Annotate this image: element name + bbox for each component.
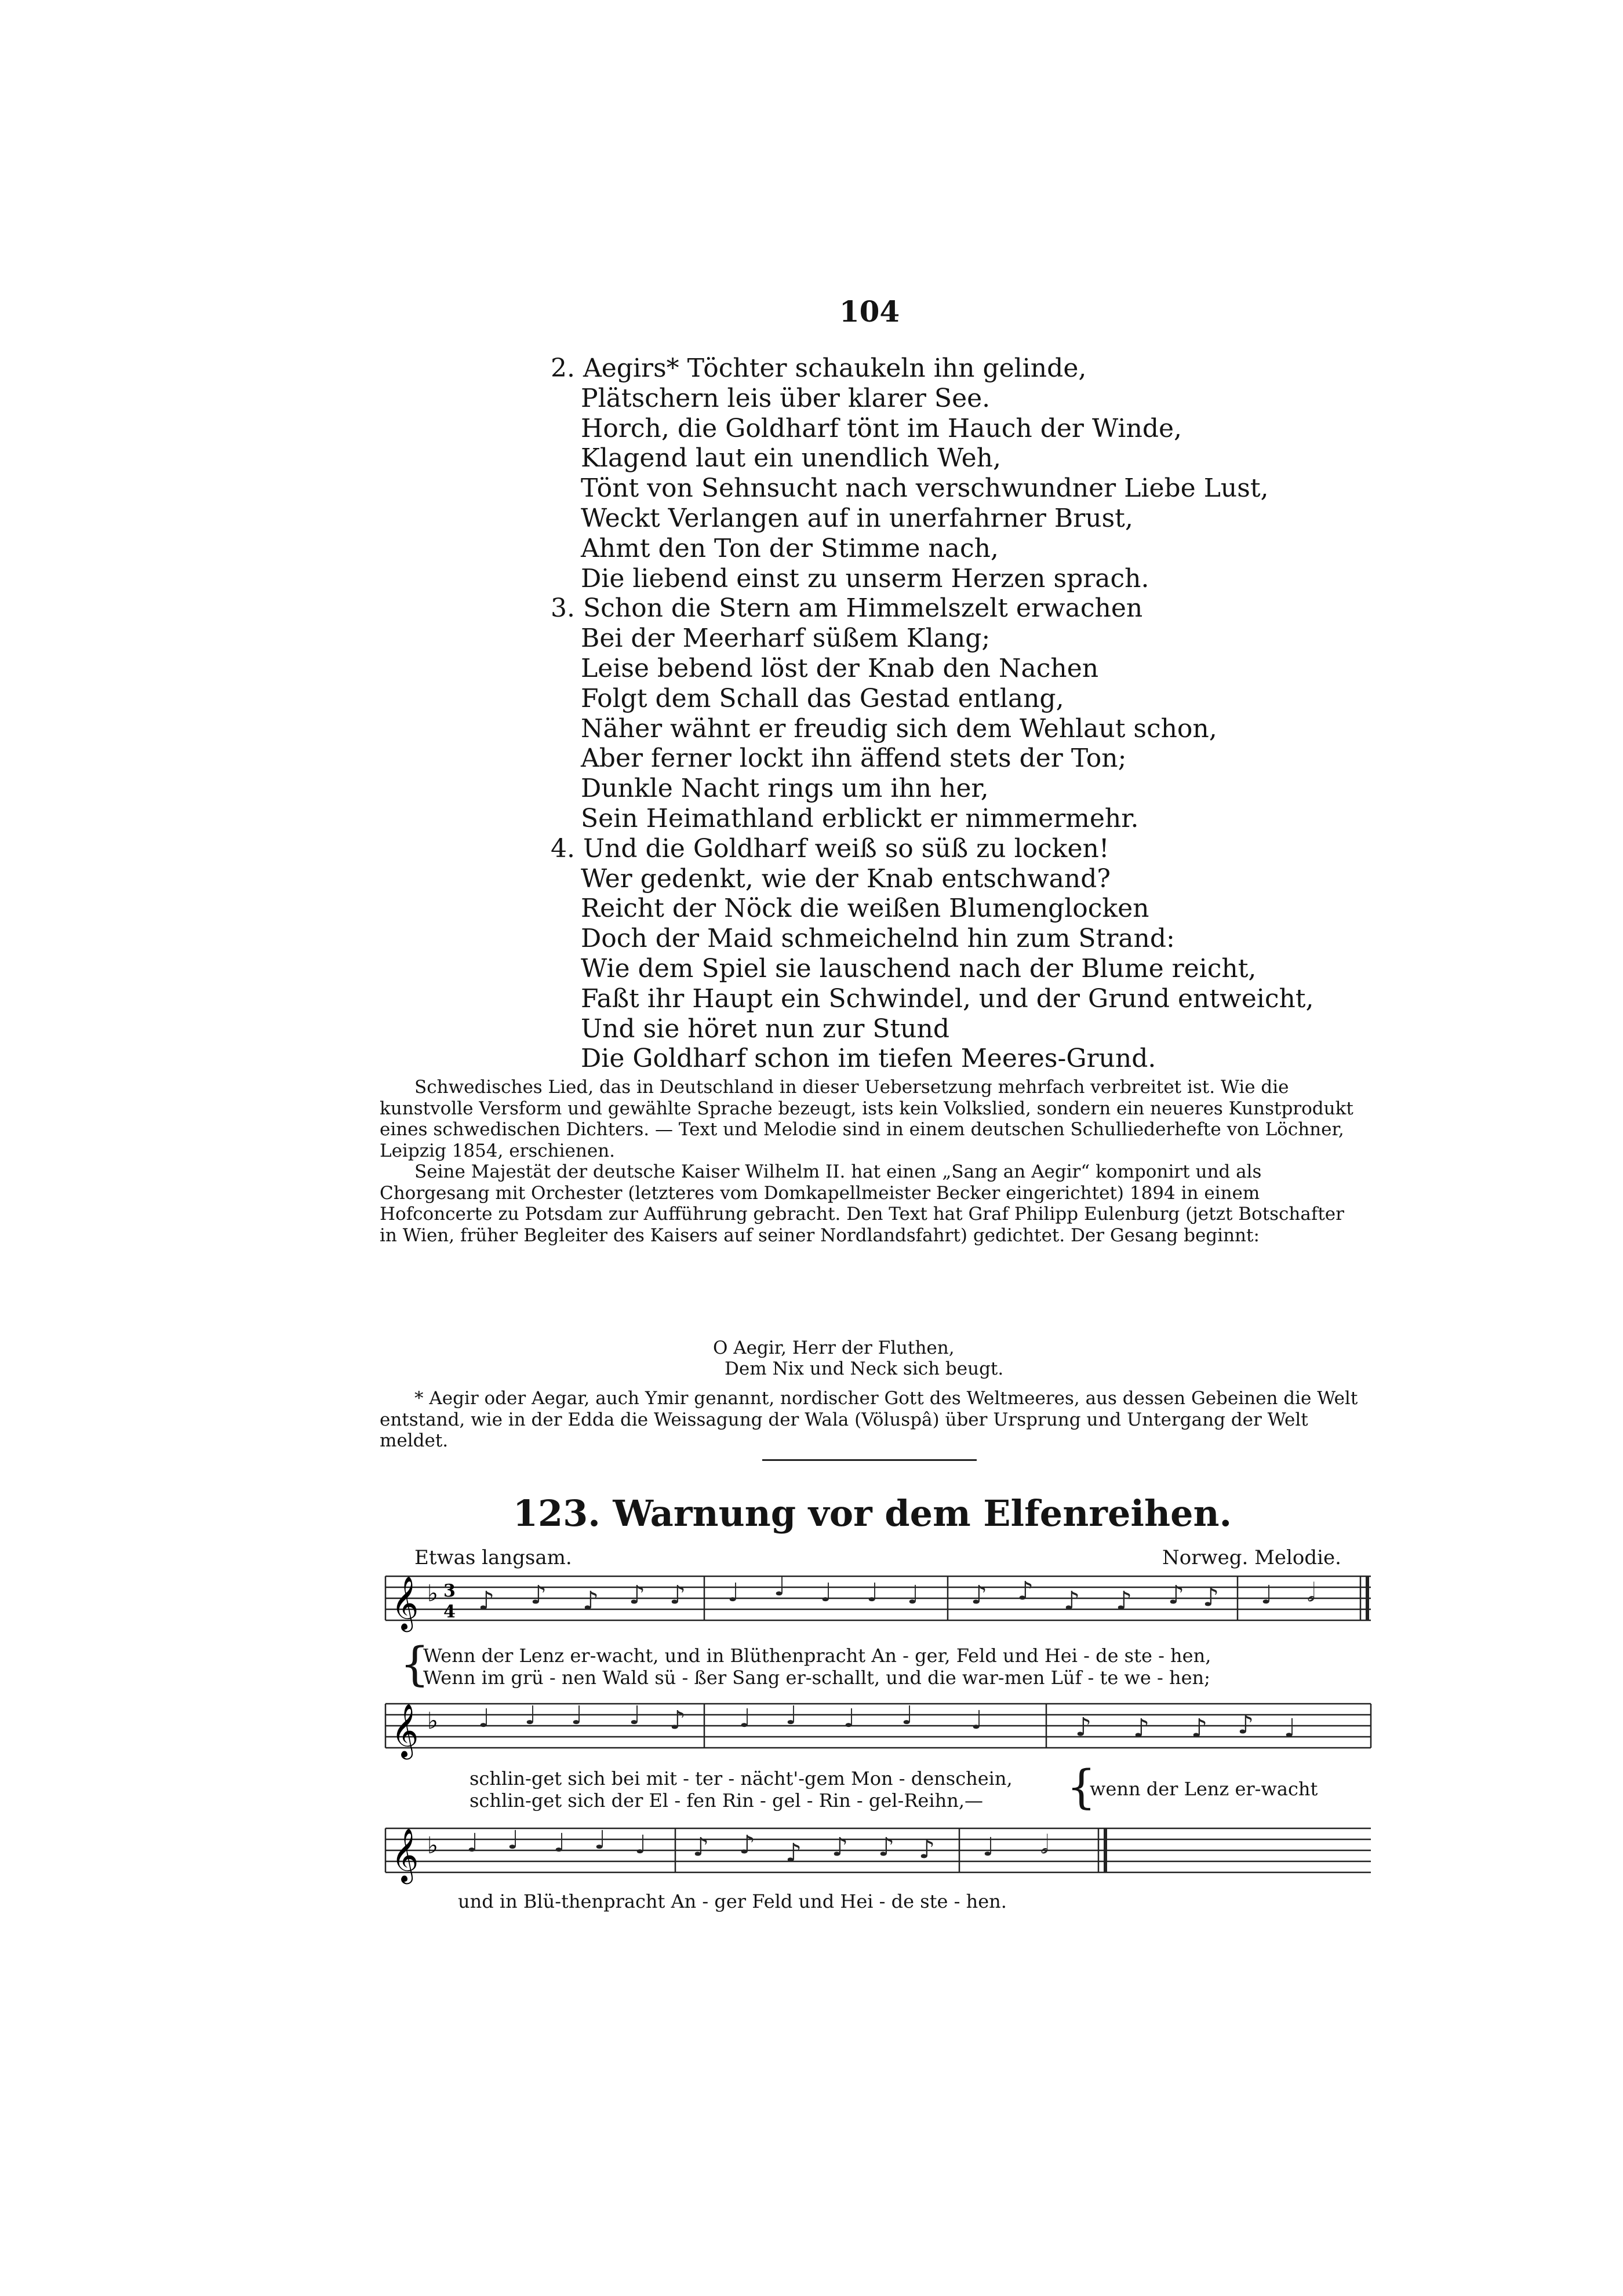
verse-line: Folgt dem Schall das Gestad entlang, [581, 683, 1064, 713]
verse-3 [551, 593, 1275, 833]
lyrics-line: Wenn der Lenz er-wacht, und in Blüthenpracht An - ger, Feld und Hei - de ste - hen, [423, 1645, 1211, 1667]
verse-line: Aber ferner lockt ihn äffend stets der Ton; [581, 744, 1127, 774]
svg-text:♪: ♪ [785, 1838, 802, 1868]
svg-text:𝅗𝅥: 𝅗𝅥 [1307, 1578, 1315, 1608]
svg-text:♩: ♩ [467, 1828, 479, 1858]
svg-text:♩: ♩ [727, 1578, 740, 1608]
lyrics-line: Wenn im grü - nen Wald sü - ßer Sang er-schallt, und die war-men Lüf - te we - hen; [423, 1667, 1210, 1689]
svg-text:♪: ♪ [919, 1835, 936, 1864]
svg-text:𝄞: 𝄞 [391, 1576, 419, 1630]
lyric-brace: { [1067, 1760, 1096, 1814]
svg-text:♭: ♭ [427, 1832, 438, 1859]
svg-text:♪: ♪ [1116, 1586, 1133, 1616]
svg-text:♪: ♪ [1238, 1710, 1254, 1740]
svg-text:♪: ♪ [583, 1586, 599, 1616]
svg-text:𝄞: 𝄞 [391, 1828, 419, 1882]
verse-line: Faßt ihr Haupt ein Schwindel, und der Grund entweicht, [581, 983, 1314, 1014]
melody-source: Norweg. Melodie. [1162, 1546, 1341, 1569]
svg-text:♪: ♪ [1133, 1714, 1150, 1743]
music-staff-3 [380, 1820, 1377, 1895]
svg-text:♪: ♪ [530, 1580, 547, 1610]
song-title: 123. Warnung vor dem Elfenreihen. [512, 1492, 1232, 1535]
svg-text:♭: ♭ [427, 1708, 438, 1734]
svg-text:♩: ♩ [739, 1704, 751, 1733]
svg-text:𝄞: 𝄞 [391, 1703, 419, 1757]
verse-line: Horch, die Goldharf tönt im Hauch der Winde, [581, 413, 1182, 443]
svg-text:♪: ♪ [478, 1586, 495, 1616]
verse-line: Sein Heimathland erblickt er nimmermehr. [581, 803, 1139, 833]
svg-text:♩: ♩ [820, 1578, 832, 1608]
verse-number: 3. [551, 593, 575, 624]
svg-text:♩: ♩ [843, 1704, 856, 1733]
svg-text:♩: ♩ [785, 1701, 798, 1730]
verse-line: Die Goldharf schon im tiefen Meeres-Grund. [581, 1044, 1156, 1074]
lyrics-line: schlin-get sich bei mit - ter - nächt'-gem Mon - denschein, [470, 1767, 1013, 1790]
verse-number: 2. [551, 353, 575, 383]
poem-verses [551, 353, 1314, 1074]
lyric-brace: { [400, 1637, 430, 1691]
svg-text:♩: ♩ [1284, 1714, 1296, 1743]
verse-line: Klagend laut ein unendlich Weh, [581, 443, 1001, 473]
verse-2 [551, 353, 1275, 593]
verse-line: Näher wähnt er freudig sich dem Wehlaut schon, [581, 713, 1217, 744]
commentary [380, 1077, 1365, 1246]
svg-text:♩: ♩ [907, 1580, 919, 1610]
svg-text:4: 4 [443, 1602, 456, 1622]
verse-line: Wie dem Spiel sie lauschend nach der Blume reicht, [581, 953, 1257, 983]
svg-text:𝅗𝅥: 𝅗𝅥 [1040, 1830, 1049, 1860]
svg-text:♪: ♪ [669, 1705, 686, 1735]
verse-4 [551, 833, 1314, 1074]
verse-line: Und sie höret nun zur Stund [581, 1014, 950, 1044]
svg-text:♩: ♩ [982, 1832, 995, 1862]
quote-line: Dem Nix und Neck sich beugt. [725, 1358, 1004, 1379]
svg-text:♩: ♩ [507, 1825, 519, 1855]
commentary-paragraph: Schwedisches Lied, das in Deutschland in dieser Uebersetzung mehrfach verbreitet ist. Wie die kunstvolle Versform und gewählte Sprache bezeugt, ists kein Volkslied, sondern ein neueres Kunstprodukt eines schwedischen Dichters. — Text und Melodie sind in einem deutschen Schulliederhefte von Löchner, Leipzig 1854, erschienen. [380, 1077, 1353, 1161]
quoted-lines [713, 1337, 1003, 1379]
svg-text:♩: ♩ [525, 1701, 537, 1730]
svg-text:♪: ♪ [832, 1832, 849, 1862]
verse-line: Dunkle Nacht rings um ihn her, [581, 774, 989, 804]
verse-line: Bei der Meerharf süßem Klang; [581, 624, 991, 654]
svg-text:♪: ♪ [1075, 1712, 1092, 1742]
svg-text:♩: ♩ [571, 1701, 583, 1730]
svg-text:♩: ♩ [478, 1704, 490, 1733]
svg-text:♪: ♪ [693, 1832, 709, 1862]
svg-text:♩: ♩ [1261, 1580, 1273, 1610]
svg-text:♩: ♩ [774, 1572, 786, 1602]
svg-text:♩: ♩ [635, 1830, 647, 1860]
verse-line: Die liebend einst zu unserm Herzen sprach. [581, 563, 1149, 593]
page-number: 104 [839, 294, 900, 329]
verse-line: Leise bebend löst der Knab den Nachen [581, 653, 1099, 683]
svg-text:3: 3 [443, 1581, 456, 1601]
svg-text:♪: ♪ [1064, 1586, 1080, 1616]
quote-line: O Aegir, Herr der Fluthen, [713, 1337, 955, 1358]
svg-text:♩: ♩ [629, 1701, 641, 1730]
svg-text:♪: ♪ [878, 1832, 895, 1862]
music-staff-1 [380, 1568, 1377, 1643]
music-staff-2 [380, 1695, 1377, 1770]
verse-line: Tönt von Sehnsucht nach verschwundner Liebe Lust, [581, 473, 1269, 504]
svg-text:♪: ♪ [629, 1580, 646, 1610]
svg-text:♪: ♪ [739, 1830, 756, 1860]
verse-line: Doch der Maid schmeichelnd hin zum Strand: [581, 924, 1175, 954]
svg-text:♩: ♩ [867, 1578, 879, 1608]
verse-line: Weckt Verlangen auf in unerfahrner Brust, [581, 503, 1133, 533]
lyrics-line: schlin-get sich der El - fen Rin - gel - Rin - gel-Reihn,— [470, 1790, 983, 1812]
svg-text:♩: ♩ [971, 1705, 983, 1735]
tempo-marking: Etwas langsam. [414, 1546, 572, 1569]
svg-text:♪: ♪ [669, 1580, 686, 1610]
svg-text:♭: ♭ [427, 1580, 438, 1607]
svg-text:♪: ♪ [1203, 1583, 1220, 1612]
verse-line: Plätschern leis über klarer See. [581, 383, 991, 413]
verse-line: Ahmt den Ton der Stimme nach, [581, 533, 999, 563]
svg-text:♪: ♪ [1191, 1714, 1208, 1743]
svg-text:♩: ♩ [901, 1701, 914, 1730]
svg-text:♪: ♪ [1168, 1580, 1185, 1610]
svg-text:♩: ♩ [554, 1828, 566, 1858]
lyrics-line: und in Blü-thenpracht An - ger Feld und Hei - de ste - hen. [458, 1890, 1007, 1912]
verse-line: Und die Goldharf weiß so süß zu locken! [583, 833, 1109, 863]
footnote: * Aegir oder Aegar, auch Ymir genannt, nordischer Gott des Weltmeeres, aus dessen Gebeinen die Welt entstand, wie in der Edda die Weissagung der Wala (Völuspâ) über Ursprung und Untergang der Welt meldet. [380, 1388, 1358, 1451]
lyrics-refrain: wenn der Lenz er-wacht [1090, 1778, 1318, 1800]
verse-line: Reicht der Nöck die weißen Blumenglocken [581, 894, 1149, 924]
section-divider [762, 1459, 977, 1461]
verse-line: Aegirs* Töchter schaukeln ihn gelinde, [583, 353, 1087, 383]
svg-text:♪: ♪ [1017, 1576, 1034, 1606]
svg-text:♪: ♪ [971, 1580, 988, 1610]
svg-text:♩: ♩ [594, 1825, 606, 1855]
verse-line: Wer gedenkt, wie der Knab entschwand? [581, 863, 1111, 894]
commentary-paragraph: Seine Majestät der deutsche Kaiser Wilhelm II. hat einen „Sang an Aegir“ komponirt und als Chorgesang mit Orchester (letzteres vom Domkapellmeister Becker eingerichtet) 1894 in einem Hofconcerte zu Potsdam zur Aufführung gebracht. Den Text hat Graf Philipp Eulenburg (jetzt Botschafter in Wien, früher Begleiter des Kaisers auf seiner Nordlandsfahrt) gedichtet. Der Gesang beginnt: [380, 1161, 1344, 1246]
verse-number: 4. [551, 833, 575, 863]
verse-line: Schon die Stern am Himmelszelt erwachen [583, 593, 1143, 624]
